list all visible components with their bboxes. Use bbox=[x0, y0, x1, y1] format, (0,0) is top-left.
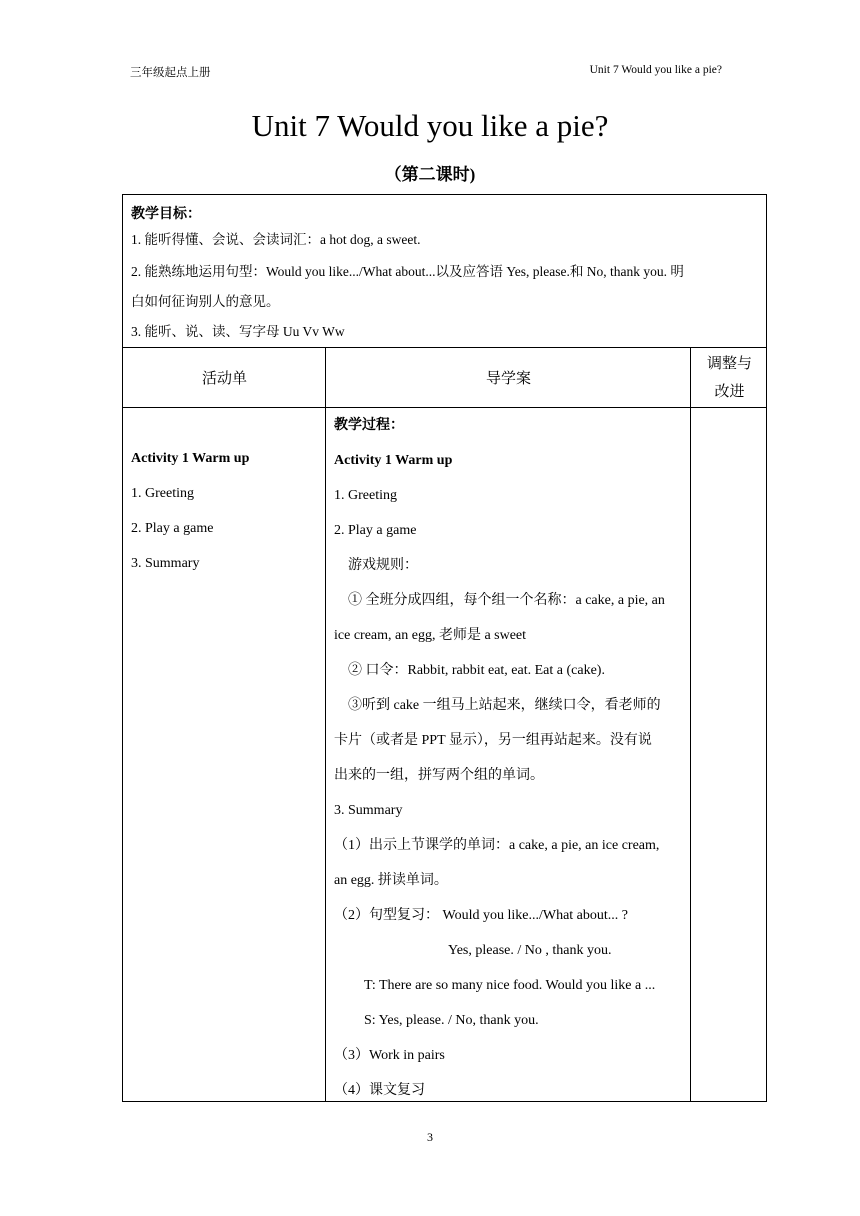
goals-heading: 教学目标： bbox=[131, 207, 201, 222]
guide-activity-title: Activity 1 Warm up bbox=[334, 453, 453, 468]
guide-line: T: There are so many nice food. Would you like a ... bbox=[364, 978, 656, 993]
header-adjustment-line1: 调整与 bbox=[706, 355, 752, 372]
activity-cell bbox=[131, 408, 321, 581]
goal-item: 3. 能听、说、读、写字母 Uu Vv Ww bbox=[131, 324, 345, 339]
guide-line: 2. Play a game bbox=[334, 523, 417, 538]
guide-line: Yes, please. / No , thank you. bbox=[448, 943, 612, 958]
activity-item: 2. Play a game bbox=[131, 521, 214, 536]
activity-title: Activity 1 Warm up bbox=[131, 451, 250, 466]
guide-cell bbox=[334, 408, 686, 1108]
guide-line: S: Yes, please. / No, thank you. bbox=[364, 1013, 539, 1028]
guide-line: an egg. 拼读单词。 bbox=[334, 873, 448, 888]
guide-line: 1. Greeting bbox=[334, 488, 397, 503]
goal-item: 1. 能听得懂、会说、会读词汇：a hot dog, a sweet. bbox=[131, 232, 421, 247]
header-adjustment bbox=[691, 348, 768, 407]
document-subtitle: （第二课时) bbox=[384, 165, 476, 184]
header-adjustment-line2: 改进 bbox=[714, 383, 745, 400]
guide-line: （4）课文复习 bbox=[334, 1083, 425, 1098]
activity-item: 3. Summary bbox=[131, 556, 200, 571]
header-left: 三年级起点上册 bbox=[130, 67, 211, 79]
guide-line: （1）出示上节课学的单词：a cake, a pie, an ice cream, bbox=[334, 838, 660, 853]
document-title: Unit 7 Would you like a pie? bbox=[251, 108, 609, 143]
goal-item: 白如何征询别人的意见。 bbox=[131, 294, 280, 309]
guide-line: ② 口令：Rabbit, rabbit eat, eat. Eat a (cake). bbox=[334, 663, 605, 678]
page-number: 3 bbox=[427, 1130, 433, 1144]
process-heading: 教学过程： bbox=[334, 418, 404, 433]
guide-line: ice cream, an egg, 老师是 a sweet bbox=[334, 628, 527, 643]
goal-item: 2. 能熟练地运用句型：Would you like.../What about...以及应答语 Yes, please.和 No, thank you. 明 bbox=[131, 264, 684, 279]
header-right: Unit 7 Would you like a pie? bbox=[589, 64, 722, 76]
guide-line: 出来的一组，拼写两个组的单词。 bbox=[334, 768, 544, 783]
lesson-table bbox=[122, 347, 767, 1102]
teaching-goals-box bbox=[122, 194, 767, 348]
activity-item: 1. Greeting bbox=[131, 486, 194, 501]
header-activity-sheet: 活动单 bbox=[201, 371, 247, 387]
guide-line: （3）Work in pairs bbox=[334, 1048, 445, 1063]
guide-line: 3. Summary bbox=[334, 803, 403, 818]
guide-line: ① 全班分成四组，每个组一个名称：a cake, a pie, an bbox=[334, 593, 665, 608]
guide-line: 卡片（或者是 PPT 显示），另一组再站起来。没有说 bbox=[334, 733, 652, 748]
guide-line: 游戏规则： bbox=[334, 558, 418, 573]
guide-line: ③听到 cake 一组马上站起来，继续口令，看老师的 bbox=[334, 698, 661, 713]
header-guide-plan: 导学案 bbox=[485, 371, 531, 387]
guide-line: （2）句型复习： Would you like.../What about... ? bbox=[334, 908, 628, 923]
